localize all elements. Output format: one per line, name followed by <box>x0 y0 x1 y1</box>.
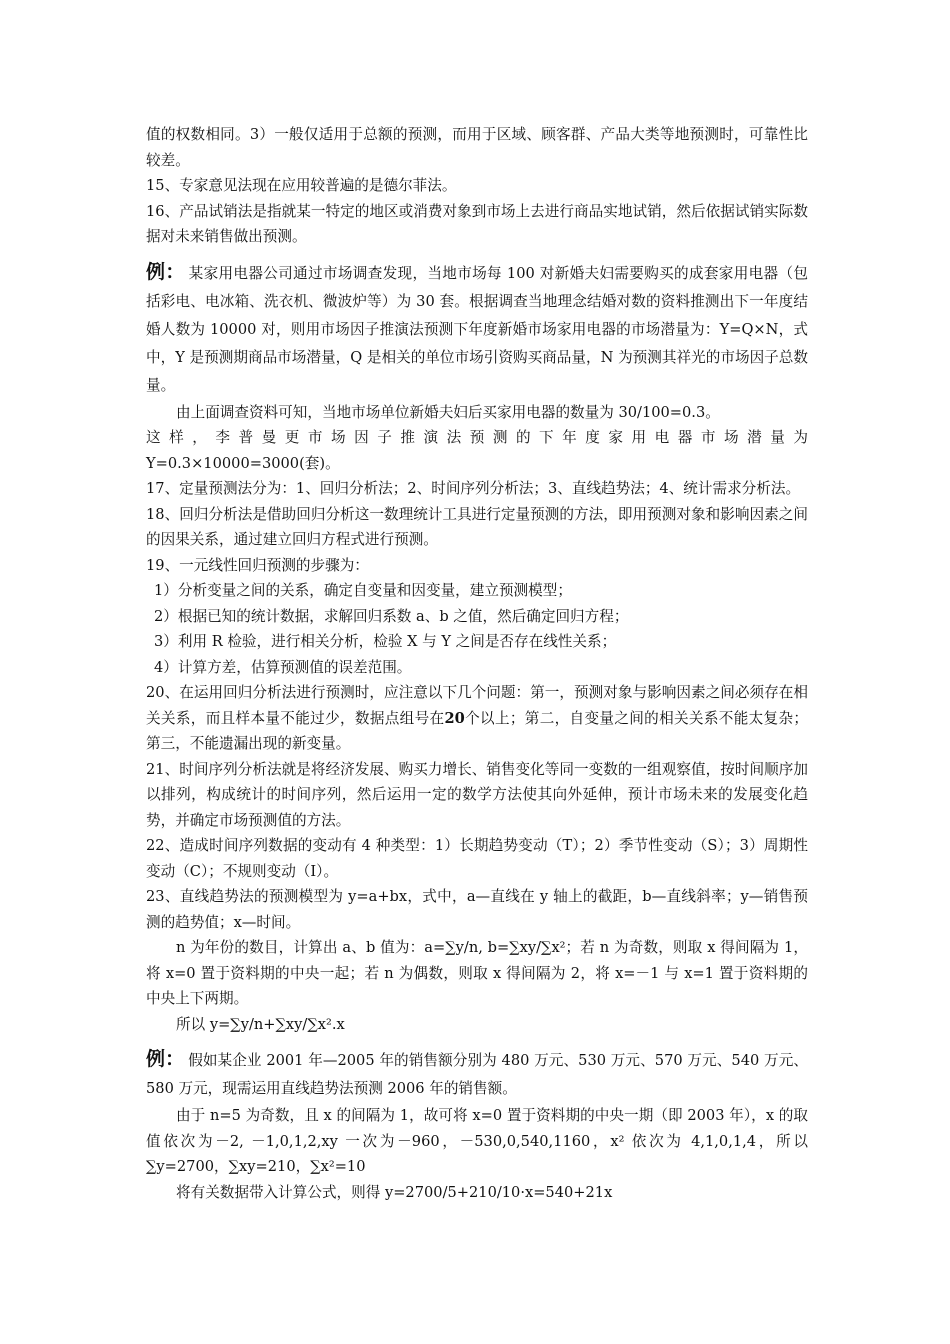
example-1-calc-a: 由上面调查资料可知，当地市场单位新婚夫妇后买家用电器的数量为 30/100=0.3。 <box>176 403 720 421</box>
example-2 <box>146 1045 808 1103</box>
example-1-label: 例： <box>146 260 185 283</box>
paragraph-17: 17、定量预测法分为：1、回归分析法；2、时间序列分析法；3、直线趋势法；4、统计需求分析法。 <box>146 480 801 497</box>
paragraph-23-formula: n 为年份的数目，计算出 a、b 值为：a=∑y/n, b=∑xy/∑x²；若 n 为奇数，则取 x 得间隔为 1，将 x=0 置于资料期的中央一起；若 n 为偶数，则取 x 得间隔为 2，将 x=－1 与 x=1 置于资料期的中央上下两期。 <box>146 939 808 1007</box>
document-body <box>146 122 808 1205</box>
example-2-calc-a: 由于 n=5 为奇数，且 x 的间隔为 1，故可将 x=0 置于资料期的中央一期（即 2003 年），x 的取值依次为－2, －1,0,1,2,xy 一次为－960，－530,0,540,1160，x² 依次为 4,1,0,1,4，所以∑y=2700，∑xy=210，∑x²=10 <box>146 1107 808 1175</box>
example-1-text: 某家用电器公司通过市场调查发现，当地市场每 100 对新婚夫妇需要购买的成套家用电器（包括彩电、电冰箱、洗衣机、微波炉等）为 30 套。根据调查当地理念结婚对数的资料推测出下一年度结婚人数为 10000 对，则用市场因子推演法预测下年度新婚市场家用电器的市场潜量为：Y=Q×N，式中，Y 是预测期商品市场潜量，Q 是相关的单位市场引资购买商品量，N 为预测其祥光的市场因子总数量。 <box>146 264 808 394</box>
paragraph-21: 21、时间序列分析法就是将经济发展、购买力增长、销售变化等同一变数的一组观察值，按时间顺序加以排列，构成统计的时间序列，然后运用一定的数学方法使其向外延伸，预计市场未来的发展变化趋势，并确定市场预测值的方法。 <box>146 760 808 829</box>
step-item: 2）根据已知的统计数据，求解回归系数 a、b 之值，然后确定回归方程； <box>154 607 629 625</box>
paragraph-15: 15、专家意见法现在应用较普遍的是德尔菲法。 <box>146 177 457 194</box>
paragraph-23-conclusion: 所以 y=∑y/n+∑xy/∑x².x <box>176 1015 345 1033</box>
step-item: 4）计算方差，估算预测值的误差范围。 <box>154 658 412 676</box>
paragraph-20-text-b: 个以上；第二，自变量之间的相关关系不能太复杂；第三，不能遗漏出现的新变量。 <box>146 709 808 752</box>
paragraph-20 <box>146 680 808 757</box>
paragraph-20-bold-number: 20 <box>444 709 465 727</box>
paragraph-23: 23、直线趋势法的预测模型为 y=a+bx，式中，a—直线在 y 轴上的截距，b—直线斜率；y—销售预测的趋势值；x—时间。 <box>146 888 808 931</box>
example-2-calc-b: 将有关数据带入计算公式，则得 y=2700/5+210/10·x=540+21x <box>176 1183 613 1201</box>
example-2-text: 假如某企业 2001 年—2005 年的销售额分别为 480 万元、530 万元、570 万元、540 万元、580 万元，现需运用直线趋势法预测 2006 年的销售额。 <box>146 1052 808 1097</box>
paragraph-16: 16、产品试销法是指就某一特定的地区或消费对象到市场上去进行商品实地试销，然后依据试销实际数据对未来销售做出预测。 <box>146 202 808 245</box>
paragraph-22: 22、造成时间序列数据的变动有 4 种类型：1）长期趋势变动（T）；2）季节性变动（S）；3）周期性变动（C）；不规则变动（I）。 <box>146 837 808 880</box>
example-1-calc-b: 这样，李普曼更市场因子推演法预测的下年度家用电器市场潜量为 <box>146 429 808 446</box>
example-2-label: 例： <box>146 1048 185 1070</box>
step-item: 3）利用 R 检验，进行相关分析，检验 X 与 Y 之间是否存在线性关系； <box>154 633 617 650</box>
paragraph-weights: 值的权数相同。3）一般仅适用于总额的预测，而用于区域、顾客群、产品大类等地预测时，可靠性比较差。 <box>146 126 808 169</box>
paragraph-18: 18、回归分析法是借助回归分析这一数理统计工具进行定量预测的方法，即用预测对象和影响因素之间的因果关系，通过建立回归方程式进行预测。 <box>146 505 808 548</box>
example-1 <box>146 258 808 400</box>
example-1-calc-c: Y=0.3×10000=3000(套)。 <box>146 454 340 472</box>
paragraph-20-text-a: 20、在运用回归分析法进行预测时，应注意以下几个问题：第一，预测对象与影响因素之间必须存在相关关系，而且样本量不能过少，数据点组号在 <box>146 684 808 727</box>
paragraph-19: 19、一元线性回归预测的步骤为： <box>146 556 369 574</box>
step-item: 1）分析变量之间的关系，确定自变量和因变量，建立预测模型； <box>154 582 572 599</box>
